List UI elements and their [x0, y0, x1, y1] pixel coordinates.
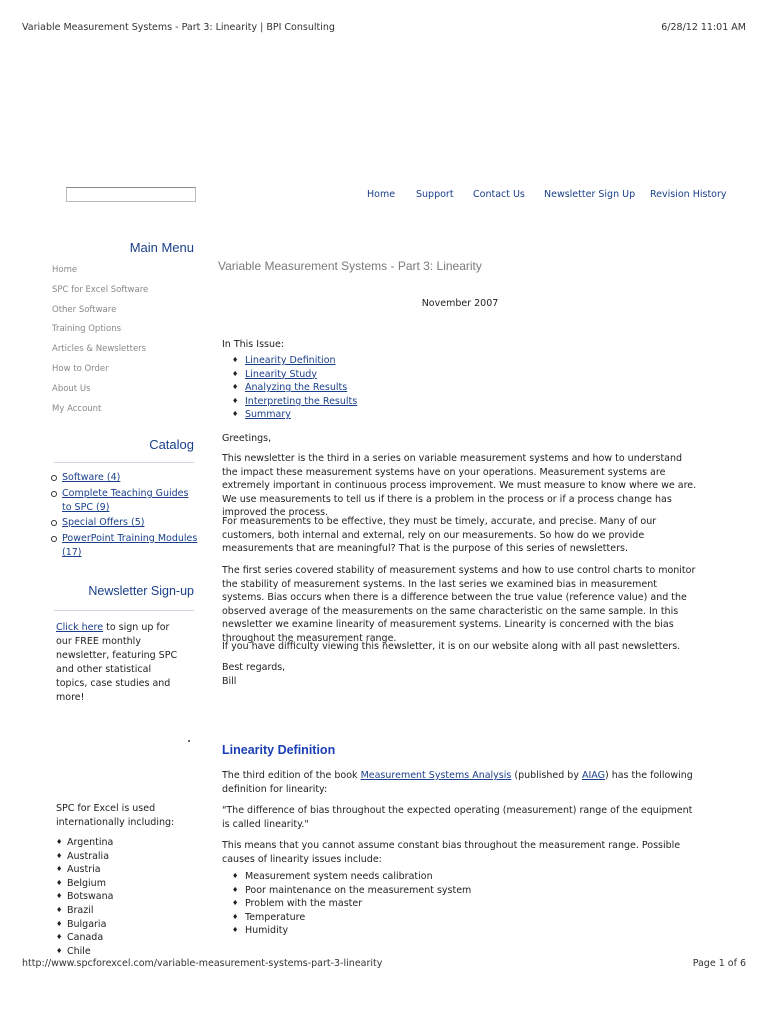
cause-item: ♦ Temperature — [232, 911, 471, 925]
definition-paragraph — [222, 769, 698, 796]
country-item: ♦ Chile — [56, 945, 196, 959]
catalog-item — [48, 487, 198, 515]
newsletter-divider — [54, 610, 194, 611]
nav-home[interactable]: Home — [367, 189, 396, 200]
menu-item-articles[interactable]: Articles & Newsletters — [52, 344, 147, 355]
country-item: ♦ Belgium — [56, 877, 196, 891]
catalog-item — [48, 532, 198, 560]
causes-list — [232, 870, 471, 938]
print-datetime: 6/28/12 11:01 AM — [661, 22, 746, 33]
newsletter-signup-link[interactable]: Click here — [56, 621, 104, 633]
main-menu-title: Main Menu — [129, 240, 194, 255]
menu-item-about-us[interactable]: About Us — [52, 383, 91, 394]
country-item: ♦ Austria — [56, 863, 196, 877]
viewing-paragraph: If you have difficulty viewing this newsletter, it is on our website along with all past newsletters. — [222, 641, 681, 652]
issue-link-interpreting-results[interactable]: Interpreting the Results — [245, 395, 358, 407]
country-item: ♦ Argentina — [56, 836, 196, 850]
section-title-linearity-definition: Linearity Definition — [222, 743, 336, 757]
menu-item-spc-for-excel[interactable]: SPC for Excel Software — [52, 284, 149, 295]
newsletter-title: Newsletter Sign-up — [88, 583, 194, 598]
def-mid: (published by — [511, 770, 582, 781]
issue-item — [232, 354, 357, 368]
menu-item-how-to-order[interactable]: How to Order — [52, 363, 109, 374]
catalog-link-software[interactable]: Software (4) — [62, 472, 121, 484]
nav-newsletter-sign-up[interactable]: Newsletter Sign Up — [544, 189, 636, 200]
issue-link-linearity-definition[interactable]: Linearity Definition — [245, 355, 336, 366]
cause-item: ♦ Problem with the master — [232, 897, 471, 911]
catalog-link-special-offers[interactable]: Special Offers (5) — [62, 517, 145, 529]
in-this-issue-label: In This Issue: — [222, 339, 285, 350]
catalog-divider — [54, 462, 194, 463]
nav-support[interactable]: Support — [416, 189, 454, 200]
catalog-link-powerpoint[interactable]: PowerPoint Training Modules (17) — [62, 532, 198, 558]
country-item: ♦ Botswana — [56, 890, 196, 904]
print-header — [22, 22, 746, 36]
newsletter-text — [48, 621, 180, 705]
aiag-link[interactable]: AIAG — [581, 770, 605, 781]
def-pre: The third edition of the book — [222, 770, 361, 781]
issue-list — [232, 354, 357, 422]
country-item: ♦ Bulgaria — [56, 918, 196, 932]
catalog-item — [48, 516, 198, 530]
nav-contact-us[interactable]: Contact Us — [473, 189, 525, 200]
issue-item — [232, 368, 357, 382]
page-number: Page 1 of 6 — [692, 958, 746, 969]
print-footer — [22, 958, 746, 972]
intro-paragraph: This newsletter is the third in a series on variable measurement systems and how to understand the impact these measurement systems have on your operations. Measurement systems are extremely important in continuous process improvement. We must measure to know where we are. We use measurements to tell us if there is a problem in the process or if a process change has improved the process. — [222, 453, 697, 519]
decorative-dot — [188, 740, 190, 742]
issue-link-summary[interactable]: Summary — [245, 409, 291, 421]
countries-intro: SPC for Excel is used internationally including: — [56, 803, 175, 828]
causes-intro: This means that you cannot assume constant bias throughout the measurement range. Possible causes of linearity issues include: — [222, 840, 681, 865]
greeting: Greetings, — [222, 433, 272, 444]
issue-item — [232, 381, 357, 395]
countries-box — [56, 802, 196, 958]
series-paragraph: The first series covered stability of measurement systems and how to use control charts to monitor the stability of measurement systems. In the last series we examined bias in measurement systems. Bias occurs when there is a difference between the true value (reference value) and the observed average of the measurements on the same characteristic on the same sample. In this newsletter we examine linearity of measurement systems. Linearity is concerned with the bias throughout the measurement range. — [222, 565, 696, 644]
countries-list — [56, 836, 196, 958]
catalog-title: Catalog — [149, 437, 194, 453]
signature: Bill — [222, 676, 237, 687]
cause-item: ♦ Poor maintenance on the measurement system — [232, 884, 471, 898]
issue-date: November 2007 — [421, 298, 499, 309]
cause-item: ♦ Measurement system needs calibration — [232, 870, 471, 884]
menu-item-training-options[interactable]: Training Options — [52, 324, 122, 335]
menu-item-home[interactable]: Home — [52, 265, 78, 275]
def-post: ) has the following definition for linearity: — [222, 770, 693, 795]
catalog-list — [48, 471, 198, 560]
effectiveness-paragraph: For measurements to be effective, they must be timely, accurate, and precise. Many of our customers, both internal and external, rely on our measurements. So how do we provide measurements that are meaningful? That is the purpose of this series of newsletters. — [222, 516, 657, 555]
country-item: ♦ Brazil — [56, 904, 196, 918]
country-item: ♦ Australia — [56, 850, 196, 864]
issue-item — [232, 408, 357, 422]
cause-item: ♦ Humidity — [232, 924, 471, 938]
book-link[interactable]: Measurement Systems Analysis — [360, 770, 512, 781]
search-input[interactable] — [66, 187, 196, 202]
print-url: http://www.spcforexcel.com/variable-measurement-systems-part-3-linearity — [22, 958, 383, 969]
catalog-link-teaching-guides[interactable]: Complete Teaching Guides to SPC (9) — [62, 487, 189, 513]
menu-item-my-account[interactable]: My Account — [52, 403, 102, 414]
quote-paragraph: "The difference of bias throughout the expected operating (measurement) range of the equipment is called linearity." — [222, 805, 693, 830]
nav-revision-history[interactable]: Revision History — [650, 189, 727, 200]
country-item: ♦ Canada — [56, 931, 196, 945]
catalog-item — [48, 471, 198, 485]
page-title: Variable Measurement Systems - Part 3: Linearity — [218, 259, 482, 273]
left-sidebar — [48, 240, 198, 705]
main-menu — [48, 261, 198, 419]
issue-link-linearity-study[interactable]: Linearity Study — [245, 368, 317, 380]
menu-item-other-software[interactable]: Other Software — [52, 304, 117, 315]
issue-link-analyzing-results[interactable]: Analyzing the Results — [245, 382, 348, 394]
regards: Best regards, — [222, 662, 286, 673]
print-page-title: Variable Measurement Systems - Part 3: Linearity | BPI Consulting — [22, 22, 335, 33]
issue-item — [232, 395, 357, 409]
newsletter-description: to sign up for our FREE monthly newsletter, featuring SPC and other statistical topics, case studies and more! — [56, 621, 178, 703]
